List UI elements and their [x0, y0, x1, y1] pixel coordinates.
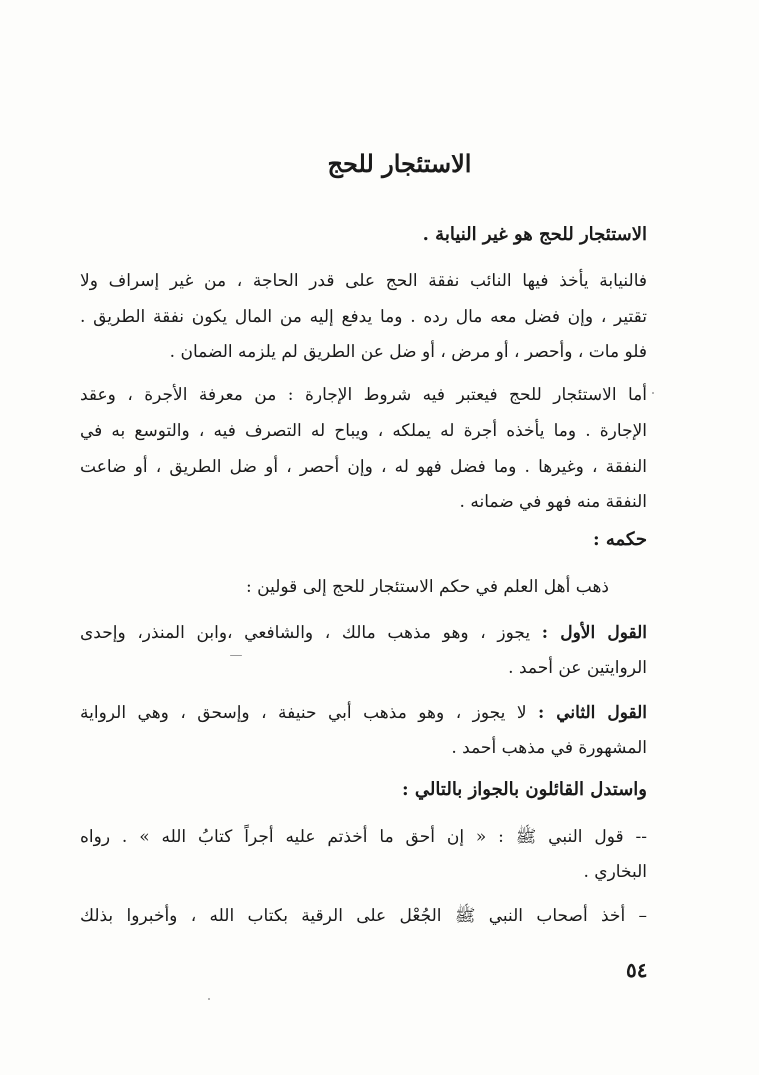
paragraph-hiring-line-4: النفقة منه فهو في ضمانه . [459, 492, 647, 512]
opinion-first-line-1 [80, 622, 647, 644]
evidence-ruqyah-line-1: – أخذ أصحاب النبي ﷺ الجُعْل على الرقية بكتاب الله ، وأخبروا بذلك [80, 906, 647, 926]
evidence-hadith-line-2: البخاري . [583, 862, 647, 882]
scan-speck [652, 392, 654, 394]
paragraph-hiring-line-3: النفقة ، وغيرها . وما فضل فهو له ، وإن أحصر ، أو ضل الطريق ، أو ضاعت [80, 457, 647, 477]
subheading-hiring-vs-proxy: الاستئجار للحج هو غير النيابة . [422, 224, 647, 245]
scan-speck [230, 655, 242, 656]
scan-speck [208, 998, 210, 1000]
opinion-first-line-2: الروايتين عن أحمد . [508, 658, 647, 678]
opinion-second-text: لا يجوز ، وهو مذهب أبي حنيفة ، وإسحق ، وهي الرواية [80, 703, 527, 723]
paragraph-proxy-line-3: فلو مات ، وأحصر ، أو مرض ، أو ضل عن الطريق لم يلزمه الضمان . [169, 342, 647, 362]
opinion-first-text: يجوز ، وهو مذهب مالك ، والشافعي ،وابن المنذر، وإحدى [80, 623, 531, 643]
opinion-second-label: القول الثاني : [538, 703, 647, 723]
opinion-second-line-2: المشهورة في مذهب أحمد . [451, 738, 647, 758]
paragraph-proxy-line-2: تقتير ، وإن فضل معه مال رده . وما يدفع إليه من المال يكون نفقة الطريق . [80, 307, 647, 327]
subheading-ruling: حكمه : [592, 529, 647, 550]
opinion-first-label: القول الأول : [541, 623, 647, 643]
paragraph-two-opinions: ذهب أهل العلم في حكم الاستئجار للحج إلى قولين : [246, 577, 609, 597]
opinion-second-line-1 [80, 702, 647, 724]
page-number: ٥٤ [626, 958, 648, 982]
paragraph-proxy-line-1: فالنيابة يأخذ فيها النائب نفقة الحج على قدر الحاجة ، من غير إسراف ولا [80, 271, 647, 291]
paragraph-hiring-line-1: أما الاستئجار للحج فيعتبر فيه شروط الإجارة : من معرفة الأجرة ، وعقد [80, 385, 647, 405]
subheading-evidence: واستدل القائلون بالجواز بالتالي : [402, 779, 647, 800]
evidence-hadith-line-1: -- قول النبي ﷺ : « إن أحق ما أخذتم عليه أجراً كتابُ الله » . رواه [80, 827, 647, 847]
paragraph-hiring-line-2: الإجارة . وما يأخذه أجرة له يملكه ، ويباح له التصرف فيه ، والتوسع به في [80, 421, 647, 441]
page-title: الاستئجار للحج [327, 149, 472, 178]
